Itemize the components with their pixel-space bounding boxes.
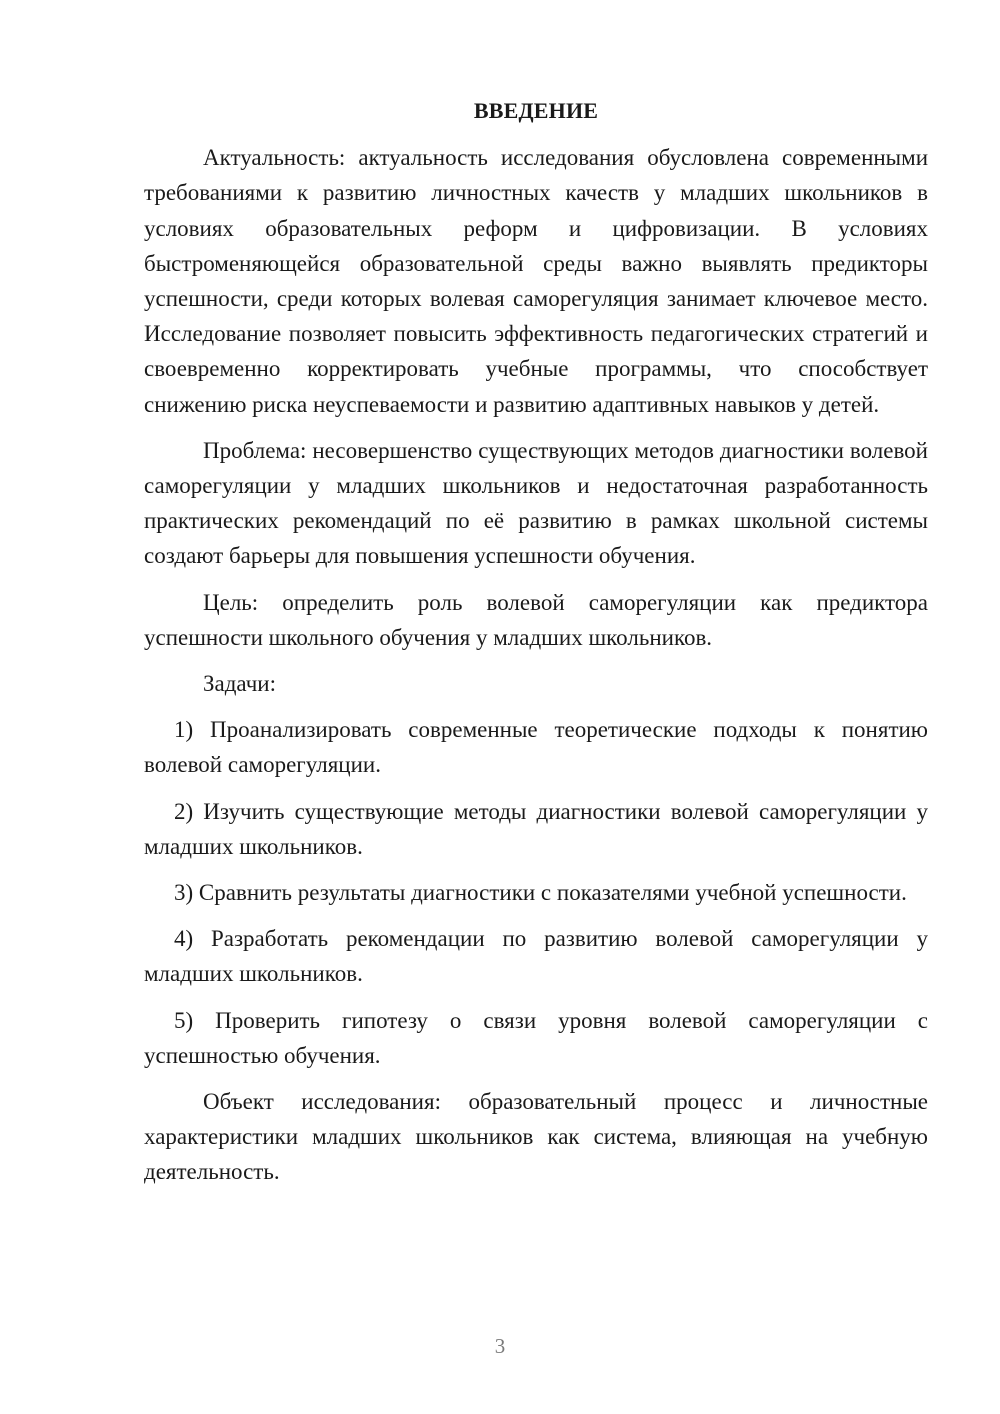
page-number: 3: [494, 1334, 506, 1358]
task-item: 4) Разработать рекомендации по развитию волевой саморегуляции у младших школьников.: [144, 926, 928, 987]
tasks-list: [144, 712, 928, 1073]
object-paragraph: Объект исследования: образовательный процесс и личностные характеристики младших школьников как система, влияющая на учебную деятельность.: [144, 1089, 928, 1185]
page-content: [144, 93, 928, 1201]
tasks-label: Задачи:: [203, 671, 276, 697]
problem-paragraph: Проблема: несовершенство существующих методов диагностики волевой саморегуляции у младших школьников и недостаточная разработанность практических рекомендаций по её развитию в рамках школьной системы создают барьеры для повышения успешности обучения.: [144, 437, 928, 569]
task-item: 3) Сравнить результаты диагностики с показателями учебной успешности.: [174, 880, 907, 906]
relevance-paragraph: Актуальность: актуальность исследования обусловлена современными требованиями к развитию личностных качеств у младших школьников в условиях образовательных реформ и цифровизации. В условиях быстроменяющейся образовательной среды важно выявлять предикторы успешности, среди которых волевая саморегуляция занимает ключевое место. Исследование позволяет повысить эффективность педагогических стратегий и своевременно корректировать учебные программы, что способствует снижению риска неуспеваемости и развитию адаптивных навыков у детей.: [144, 145, 928, 417]
task-item: 5) Проверить гипотезу о связи уровня волевой саморегуляции с успешностью обучения.: [144, 1007, 928, 1068]
section-heading: ВВЕДЕНИЕ: [473, 98, 599, 123]
task-item: 2) Изучить существующие методы диагностики волевой саморегуляции у младших школьников.: [144, 798, 928, 859]
goal-paragraph: Цель: определить роль волевой саморегуляции как предиктора успешности школьного обучения у младших школьников.: [144, 589, 928, 650]
task-item: 1) Проанализировать современные теоретические подходы к понятию волевой саморегуляции.: [144, 717, 928, 778]
